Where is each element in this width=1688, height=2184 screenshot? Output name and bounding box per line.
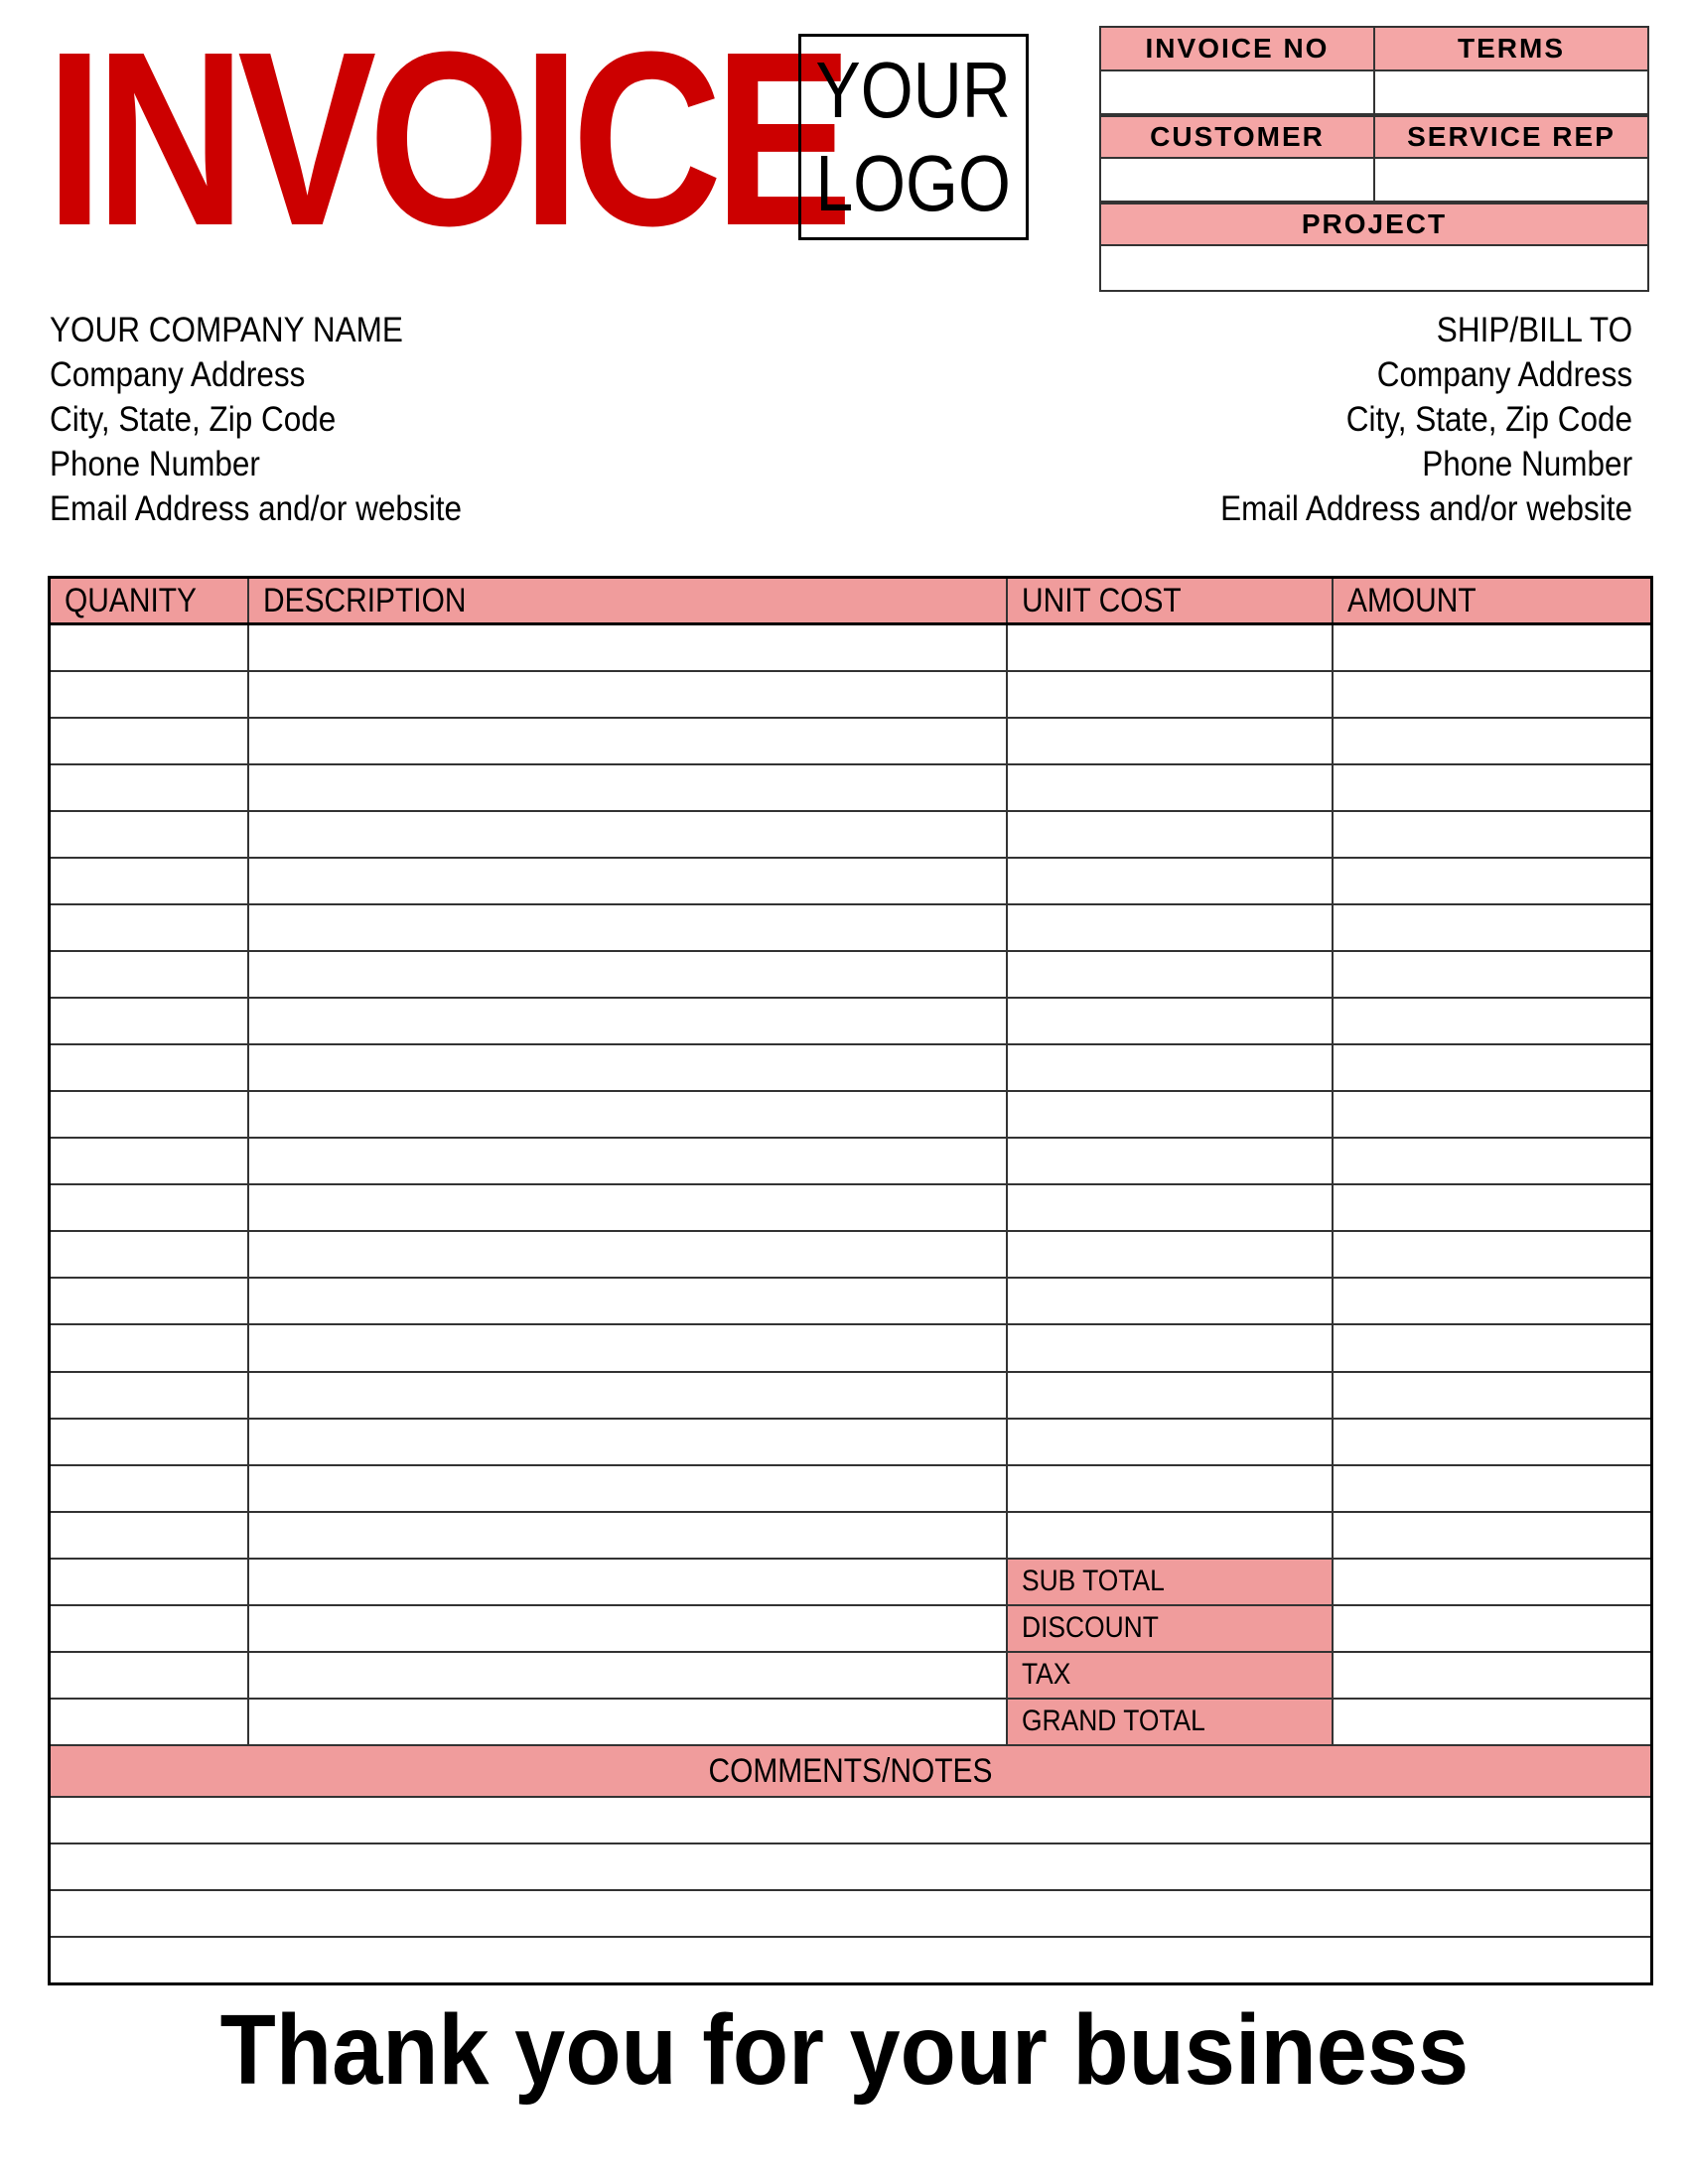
line-items-body (50, 624, 1652, 1984)
table-row (50, 1324, 1652, 1371)
invoice-title: INVOICE (46, 0, 845, 277)
quantity-cell[interactable] (50, 1278, 248, 1324)
recipient-address: Company Address (1376, 355, 1632, 394)
table-row (50, 1091, 1652, 1138)
table-row (50, 671, 1652, 718)
table-row (50, 1044, 1652, 1091)
description-cell[interactable] (248, 1231, 1007, 1278)
quantity-cell[interactable] (50, 951, 248, 998)
table-row (50, 951, 1652, 998)
recipient-city: City, State, Zip Code (1345, 400, 1632, 439)
description-cell[interactable] (248, 1605, 1007, 1652)
amount-cell[interactable] (1333, 904, 1652, 951)
unit-cost-cell[interactable] (1007, 1278, 1333, 1324)
amount-cell[interactable] (1333, 998, 1652, 1044)
description-cell[interactable] (248, 1184, 1007, 1231)
info-value-row (1101, 246, 1647, 290)
amount-cell[interactable] (1333, 1091, 1652, 1138)
description-cell[interactable] (248, 1512, 1007, 1559)
amount-header: AMOUNT (1333, 578, 1652, 624)
table-row (50, 904, 1652, 951)
amount-cell[interactable] (1333, 858, 1652, 904)
table-row (50, 998, 1652, 1044)
recipient-address-block (1175, 308, 1632, 531)
recipient-phone: Phone Number (1422, 445, 1632, 483)
quantity-cell[interactable] (50, 811, 248, 858)
description-cell[interactable] (248, 998, 1007, 1044)
unit-cost-cell[interactable] (1007, 764, 1333, 811)
sender-address-block (50, 308, 507, 531)
unit-cost-cell[interactable] (1007, 811, 1333, 858)
info-header-row (1101, 28, 1647, 71)
logo-line-1: YOUR (815, 46, 1012, 134)
description-cell[interactable] (248, 1652, 1007, 1699)
unit-cost-cell[interactable] (1007, 998, 1333, 1044)
table-row (50, 1372, 1652, 1419)
total-value-field[interactable] (1333, 1605, 1652, 1652)
comment-row (50, 1890, 1652, 1937)
unit-cost-cell[interactable] (1007, 951, 1333, 998)
table-row (50, 1559, 1652, 1605)
table-row (50, 764, 1652, 811)
amount-cell[interactable] (1333, 811, 1652, 858)
quantity-cell[interactable] (50, 1372, 248, 1419)
unit-cost-cell[interactable] (1007, 1044, 1333, 1091)
unit-cost-header: UNIT COST (1007, 578, 1333, 624)
table-row (50, 1465, 1652, 1512)
table-row (50, 1699, 1652, 1745)
terms-label: TERMS (1373, 28, 1647, 69)
unit-cost-cell[interactable] (1007, 904, 1333, 951)
quantity-cell[interactable] (50, 1652, 248, 1699)
amount-cell[interactable] (1333, 951, 1652, 998)
sender-city: City, State, Zip Code (50, 400, 337, 439)
info-header-row (1101, 115, 1647, 159)
comment-line-field[interactable] (50, 1937, 1652, 1983)
description-cell[interactable] (248, 1324, 1007, 1371)
description-cell[interactable] (248, 671, 1007, 718)
table-row (50, 1278, 1652, 1324)
comment-row (50, 1797, 1652, 1843)
amount-cell[interactable] (1333, 1324, 1652, 1371)
comment-row (50, 1937, 1652, 1983)
invoice-no-field[interactable] (1101, 71, 1373, 113)
logo-placeholder (798, 34, 1029, 240)
quantity-cell[interactable] (50, 1605, 248, 1652)
amount-cell[interactable] (1333, 671, 1652, 718)
invoice-info-grid (1099, 26, 1649, 292)
unit-cost-cell[interactable] (1007, 718, 1333, 764)
description-cell[interactable] (248, 951, 1007, 998)
quantity-cell[interactable] (50, 1231, 248, 1278)
quantity-cell[interactable] (50, 671, 248, 718)
amount-cell[interactable] (1333, 1184, 1652, 1231)
quantity-cell[interactable] (50, 1324, 248, 1371)
terms-field[interactable] (1373, 71, 1647, 113)
description-cell[interactable] (248, 1372, 1007, 1419)
quantity-cell[interactable] (50, 718, 248, 764)
quantity-cell[interactable] (50, 1699, 248, 1745)
description-cell[interactable] (248, 1278, 1007, 1324)
sender-email: Email Address and/or website (50, 489, 462, 528)
total-value-field[interactable] (1333, 1699, 1652, 1745)
comment-line-field[interactable] (50, 1890, 1652, 1937)
amount-cell[interactable] (1333, 624, 1652, 671)
total-value-field[interactable] (1333, 1652, 1652, 1699)
info-header-row (1101, 203, 1647, 246)
unit-cost-cell[interactable] (1007, 858, 1333, 904)
project-label: PROJECT (1301, 208, 1448, 239)
description-cell[interactable] (248, 1138, 1007, 1184)
quantity-cell[interactable] (50, 858, 248, 904)
description-cell[interactable] (248, 624, 1007, 671)
table-row (50, 718, 1652, 764)
total-value-field[interactable] (1333, 1559, 1652, 1605)
unit-cost-cell[interactable] (1007, 624, 1333, 671)
quantity-cell[interactable] (50, 1465, 248, 1512)
comment-line-field[interactable] (50, 1797, 1652, 1843)
table-row (50, 811, 1652, 858)
quantity-cell[interactable] (50, 904, 248, 951)
table-row (50, 1138, 1652, 1184)
quantity-header: QUANITY (50, 578, 248, 624)
comment-line-field[interactable] (50, 1843, 1652, 1890)
quantity-cell[interactable] (50, 1044, 248, 1091)
description-cell[interactable] (248, 858, 1007, 904)
total-label: TAX (1007, 1652, 1333, 1699)
table-row (50, 858, 1652, 904)
table-row (50, 1605, 1652, 1652)
description-cell[interactable] (248, 1699, 1007, 1745)
quantity-cell[interactable] (50, 1184, 248, 1231)
recipient-title: SHIP/BILL TO (1436, 311, 1632, 349)
quantity-cell[interactable] (50, 1138, 248, 1184)
unit-cost-cell[interactable] (1007, 1324, 1333, 1371)
unit-cost-cell[interactable] (1007, 1138, 1333, 1184)
service-rep-label: SERVICE REP (1373, 117, 1647, 157)
unit-cost-cell[interactable] (1007, 671, 1333, 718)
info-value-row (1101, 71, 1647, 115)
table-row (50, 1231, 1652, 1278)
table-header-row (50, 578, 1652, 624)
quantity-cell[interactable] (50, 998, 248, 1044)
sender-company-name: YOUR COMPANY NAME (50, 311, 403, 349)
description-header: DESCRIPTION (248, 578, 1007, 624)
customer-field[interactable] (1101, 159, 1373, 201)
amount-cell[interactable] (1333, 1278, 1652, 1324)
quantity-cell[interactable] (50, 1512, 248, 1559)
table-row (50, 1512, 1652, 1559)
quantity-cell[interactable] (50, 1559, 248, 1605)
amount-cell[interactable] (1333, 718, 1652, 764)
table-row (50, 1419, 1652, 1465)
unit-cost-cell[interactable] (1007, 1184, 1333, 1231)
unit-cost-cell[interactable] (1007, 1419, 1333, 1465)
table-row (50, 624, 1652, 671)
unit-cost-cell[interactable] (1007, 1091, 1333, 1138)
customer-label: CUSTOMER (1150, 121, 1325, 152)
line-items-table (48, 576, 1653, 1985)
comments-label: COMMENTS/NOTES (50, 1745, 1652, 1797)
amount-cell[interactable] (1333, 1231, 1652, 1278)
description-cell[interactable] (248, 1559, 1007, 1605)
description-cell[interactable] (248, 1091, 1007, 1138)
unit-cost-cell[interactable] (1007, 1372, 1333, 1419)
amount-cell[interactable] (1333, 764, 1652, 811)
description-cell[interactable] (248, 811, 1007, 858)
amount-cell[interactable] (1333, 1138, 1652, 1184)
table-row (50, 1184, 1652, 1231)
unit-cost-cell[interactable] (1007, 1465, 1333, 1512)
description-cell[interactable] (248, 764, 1007, 811)
comments-header-row (50, 1745, 1652, 1797)
description-cell[interactable] (248, 718, 1007, 764)
description-cell[interactable] (248, 1044, 1007, 1091)
comment-row (50, 1843, 1652, 1890)
sender-address: Company Address (50, 355, 306, 394)
total-label: SUB TOTAL (1007, 1559, 1333, 1605)
logo-line-2: LOGO (815, 139, 1012, 227)
sender-phone: Phone Number (50, 445, 260, 483)
amount-cell[interactable] (1333, 1512, 1652, 1559)
total-label: DISCOUNT (1007, 1605, 1333, 1652)
quantity-cell[interactable] (50, 1091, 248, 1138)
quantity-cell[interactable] (50, 624, 248, 671)
amount-cell[interactable] (1333, 1465, 1652, 1512)
recipient-email: Email Address and/or website (1220, 489, 1632, 528)
description-cell[interactable] (248, 1465, 1007, 1512)
amount-cell[interactable] (1333, 1044, 1652, 1091)
quantity-cell[interactable] (50, 1419, 248, 1465)
info-value-row (1101, 159, 1647, 203)
quantity-cell[interactable] (50, 764, 248, 811)
invoice-no-label: INVOICE NO (1145, 33, 1330, 64)
unit-cost-cell[interactable] (1007, 1512, 1333, 1559)
total-label: GRAND TOTAL (1007, 1699, 1333, 1745)
amount-cell[interactable] (1333, 1419, 1652, 1465)
unit-cost-cell[interactable] (1007, 1231, 1333, 1278)
thank-you-message: Thank you for your business (219, 1994, 1469, 2106)
amount-cell[interactable] (1333, 1372, 1652, 1419)
service-rep-field[interactable] (1373, 159, 1647, 201)
description-cell[interactable] (248, 904, 1007, 951)
table-row (50, 1652, 1652, 1699)
project-field[interactable] (1101, 246, 1647, 290)
description-cell[interactable] (248, 1419, 1007, 1465)
